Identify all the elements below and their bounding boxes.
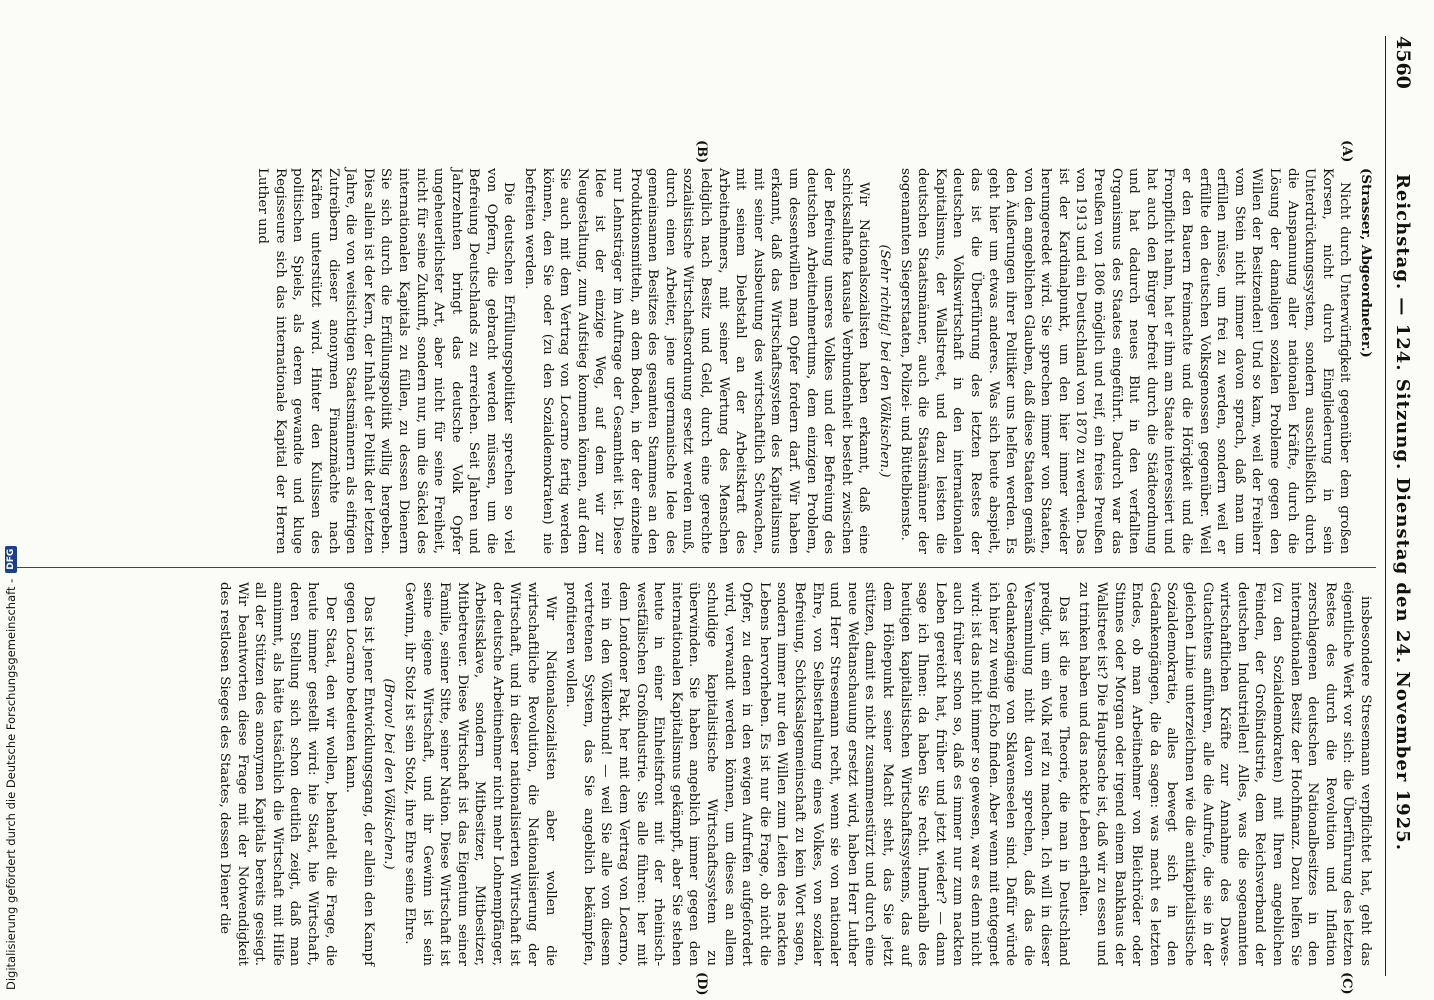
paragraph: Nicht durch Unterwürfigkeit gegenüber dem großen Korsen, nicht durch Eingliederung in sein Unterdrückungssystem, sondern ausschließlich durch die Anspannung aller nationalen Kräfte, durch die Lösung der damaligen sozialen Probleme gegen den Willen der Besitzenden! Und so kam, weil der Freiherr vom Stein nicht immer davon sprach, daß man um erfüllen müsse, um frei zu werden, sondern weil er erfüllte den deutschen Volksgenossen gegenüber. Weil er den Bauern freimachte und die Hörigkeit und die Fronpflicht nahm, hat er ihm am Staate interessiert und hat auch den Bürger befreit durch die Städteordnung und hat dadurch neues Blut in den verfallten Organismus des Staates eingeführt. Dadurch war das Preußen von 1806 möglich und reif, ein freies Preußen von 1913 und ein Deutschland von 1870 zu werden. Das ist der Kardinalpunkt, um den hier immer wieder herumgeredet wird. Sie sprechen immer von Staaten, von den angeblichen Glauben, daß diese Staaten gemäß den Äußerungen ihrer Politiker uns helfen werden. Es geht hier um etwas anderes. Was sich heute abspielt, das ist die Überführung des letzten Restes der deutschen Volkswirtschaft in den internationalen Kapitalismus, der Wallstreet, und dazu leisten die deutschen Staatsmänner, auch die Staatsmänner der sogenannten Siegerstaaten, Polizei- und Büttelbienste. [897, 168, 1353, 554]
left-column [251, 168, 1374, 554]
page-number: 4560 [1392, 36, 1414, 89]
margin-mark-d: (D) [694, 972, 709, 996]
dfg-logo: DFG [5, 546, 17, 573]
margin-mark-b: (B) [694, 140, 709, 164]
interjection: (Bravo! bei den Völkischen.) [381, 678, 397, 870]
credit-text: Digitalisierung gefördert durch die Deutsche Forschungsgemeinschaft - [4, 578, 18, 990]
paragraph: Die deutschen Erfüllungspolitiker sprechen so viel von Opfern, die gebracht werden müssen, um die Befreiung Deutschlands zu erreichen. Seit Jahren und Jahrzehnten bringt das deutsche Volk Opfer ungeheuerlichster Art, aber nicht für seine Freiheit, nicht für seine Zukunft, sondern nur, um die Säckel des internationalen Kapitals zu füllen, zu dessen Dienern Sie sich durch die Erfüllungspolitik willig hergeben. Dies allein ist der Kern, der Inhalt der Politik der letzten Jahre, die von weitsichtigen Staatsmännern als eifrigen Zutreibern dieser anonymen Finanzmächte nach Kräften unterstützt wird. Hinter den Kulissen des politischen Spiels, als deren gewandte und kluge Regisseure sich das internationale Kapital der Herren Luther und [255, 168, 517, 554]
paragraph: Der Staat, den wir wollen, behandelt die Frage, die heute immer gestellt wird: hie Staat, hie Wirtschaft, deren Stellung sich schon deutlich zeigt, daß man annimmt, als hätte tatsächlich die Wirtschaft mit Hilfe all der Stützen des anonymen Kapitals bereits gesiegt. Wir beantworten diese Frage mit der Notwendigkeit des restlosen Sieges des Staates, dessen Diener die [217, 582, 338, 966]
paragraph: Wir Nationalsozialisten aber wollen die wirtschaftliche Revolution, die Nationalisierung der Wirtschaft, und in dieser nationalisierten Wirtschaft ist der deutsche Arbeitnehmer nicht mehr Lohnempfänger, Arbeitssklave, sondern Mitbesitzer, Mitbesitzer, Mitbetreuer. Diese Wirtschaft ist das Eigentum seiner Familie, seiner Sitte, seiner Nation. Diese Wirtschaft ist seine eigene Wirtschaft, und ihr Gewinn ist sein Gewinn, ihr Stolz ist sein Stolz, ihre Ehre seine Ehre. [401, 582, 558, 966]
margin-mark-a: (A) [1339, 140, 1354, 163]
speaker-line: (Strasser, Abgeordneter.) [1358, 168, 1374, 358]
session-title: Reichstag. — 124. Sitzung. Dienstag den 24. November 1925. [1392, 173, 1414, 851]
paragraph: Das ist jener Entwicklungsgang, der allein den Kampf gegen Locarno bedeuten kann. [343, 582, 376, 966]
interjection: (Sehr richtig! bei den Völkischen.) [876, 244, 892, 478]
paragraph: Wir Nationalsozialisten haben erkannt, daß eine schicksalhafte kausale Verbundenheit besteht zwischen der Befreiung unseres Volkes und der Befreiung des deutschen Arbeitnehmertums, dem einzigen Problem, um dessentwillen man Opfer fordern darf. Wir haben erkannt, daß das Wirtschaftssystem des Kapitalismus mit seiner Ausbeutung des wirtschaftlich Schwachen, mit seinem Diebstahl an der Arbeitskraft des Arbeitnehmers, mit seiner Wertung des Menschen lediglich nach Besitz und Geld, durch eine gerechte sozialistische Wirtschaftsordnung ersetzt werden muß, durch einen Arbeiter, jene urgermanische Idee des gemeinsamen Besitzes des gesamten Stammes an den Produktionsmitteln, an dem Boden, in der der einzelne nur Lehnsträger im Auftrage der Gesamtheit ist. Diese Idee ist der einzige Weg, auf dem wir zur Neugestaltung, zum Aufstieg kommen können, auf dem Sie auch mit dem Vertrag von Locarno fertig werden können, den Sie oder (zu den Sozialdemokraten) nie befreiten werden. [522, 168, 872, 554]
digitization-credit [2, 130, 20, 990]
paragraph: Das ist die neue Theorie, die man in Deutschland predigt, um ein Volk reif zu machen. Ich will in dieser Versammlung nicht davon sprechen, daß das die Gedankengänge von Sklavenseelen sind. Dafür würde ich hier zu wenig Echo finden. Aber wenn mit entgegnet wird: ist das nicht immer so gewesen, war es denn nicht auch früher schon so, daß es immer nur zum nackten Leben gereicht hat, früher und jetzt wieder? — dann sage ich Ihnen: da haben Sie recht. Innerhalb des heutigen kapitalistischen Wirtschaftssystems, das auf dem Höhepunkt seiner Macht steht, das Sie jetzt stützen, damit es nicht zusammenstürzt und durch eine neue Weltanschauung ersetzt wird, haben Herr Luther und Herr Stresemann recht, wenn sie von nationaler Ehre, von Selbsterhaltung eines Volkes, von sozialer Befreiung, Schicksalsgemeinschaft zu kein Wort sagen, sondern immer nur den Willen zum Leiten des nackten Lebens hervorheben. Es ist nur die Frage, ob nicht die Opfer, zu denen in den ewigen Aufrufen aufgefordert wird, verwandt werden können, um dieses an allem schuldige kapitalistische Wirtschaftssystem zu überwinden. Sie haben angeblich immer gegen den internationalen Kapitalismus gekämpft, aber Sie stehen heute in einer Einheitsfront mit der rheinisch-westfälischen Großindustrie. Sie alle führen: her mit dem Londoner Pakt, her mit dem Vertrag von Locarno, rein in den Völkerbund! — weil Sie alle von diesem vertretenen System, das Sie angeblich bekämpfen, profitieren wollen. [563, 582, 1071, 966]
margin-mark-c: (C) [1339, 972, 1354, 995]
page-header [1385, 36, 1420, 976]
column-divider [16, 567, 1376, 568]
right-column [212, 582, 1374, 966]
paragraph: insbesondere Stresemann verpflichtet hat, geht das eigentliche Werk vor sich: die Überführung des letzten Restes des durch die Revolution und Inflation zerschlagenen deutschen Nationalbesitzes in den internationalen Besitz der Hochfinanz. Dazu helfen Sie (zu den Sozialdemokraten) mit Ihren angeblichen Feinden, der Großindustrie, dem Reichsverband der deutschen Industriellen! Alles, was die sogenannten wirtschaftlichen Kräfte zur Annahme des Dawes-Gutachtens anführen, alle die Aufrufe, die sie in der gleichen Linie unterzeichnen wie die antikapitalistische Sozialdemokratie, alles bewegt sich in den Gedankengängen, die da sagen: was macht es letzten Endes, ob man Arbeitnehmer von Bleichröder oder Stinnes oder Morgan oder irgend einem Bankhaus der Wallstreet ist? Die Hauptsache ist, daß wir zu essen und zu trinken haben und das nackte Leben erhalten. [1076, 582, 1373, 966]
